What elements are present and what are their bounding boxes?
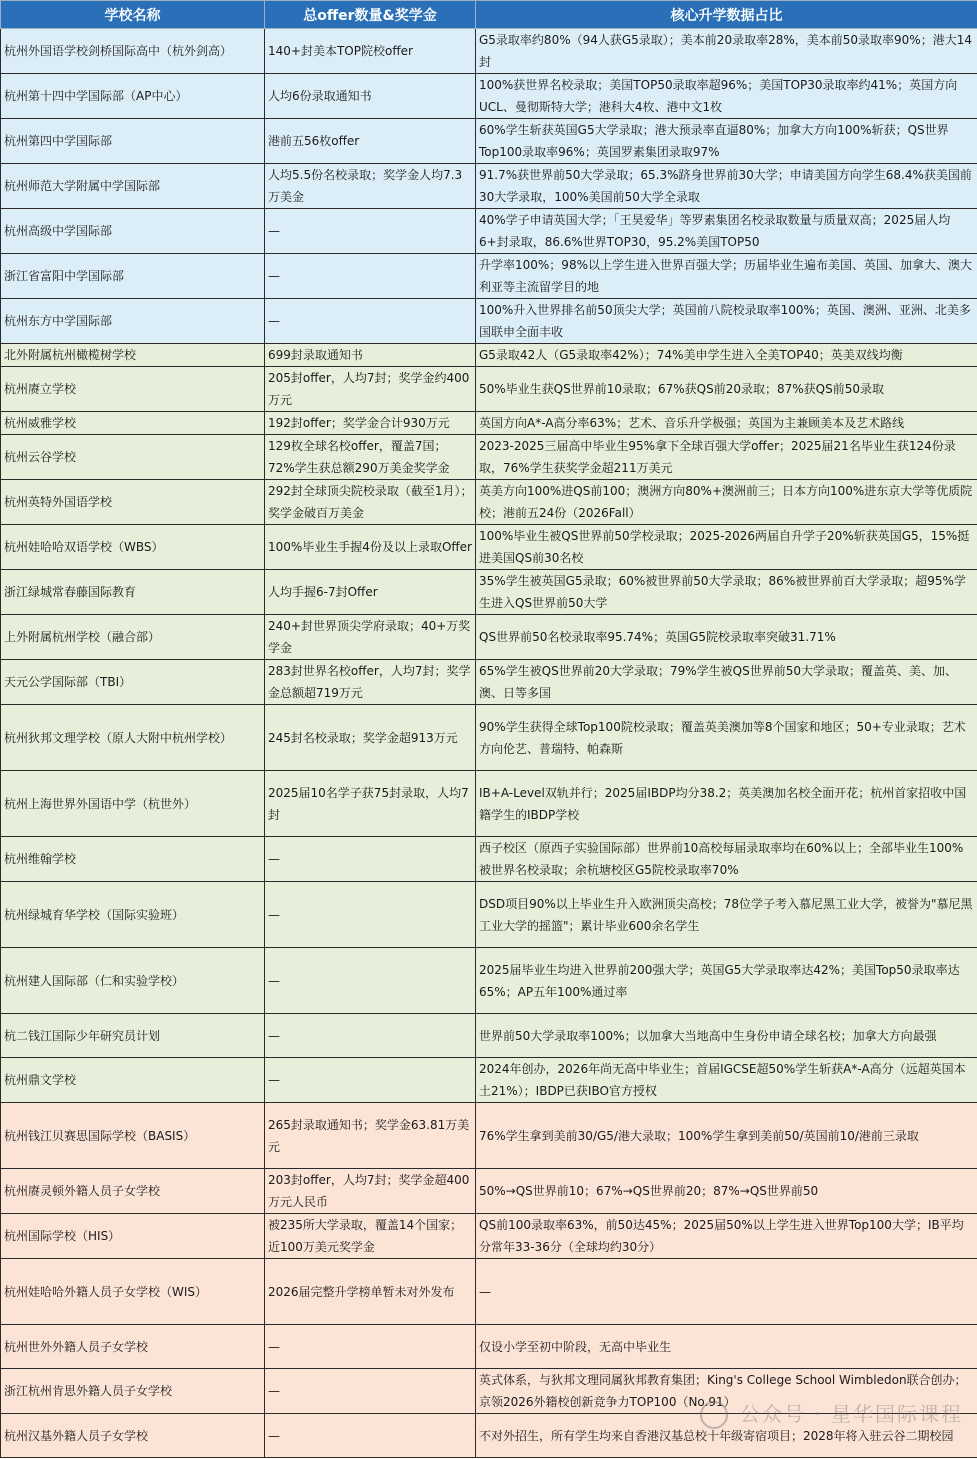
school-name-cell: 杭州建人国际部（仁和实验学校） <box>1 948 265 1014</box>
table-row <box>1 119 977 164</box>
header-admission-data: 核心升学数据占比 <box>476 1 977 29</box>
admission-data-cell: 2024年创办，2026年尚无高中毕业生；首届IGCSE超50%学生斩获A*-A高分（远超英国本土21%）；IBDP已获IBO官方授权 <box>476 1058 977 1103</box>
table-row <box>1 480 977 525</box>
offers-cell: 699封录取通知书 <box>265 344 476 367</box>
table-row <box>1 344 977 367</box>
offers-cell: 人均6份录取通知书 <box>265 74 476 119</box>
offers-cell: 245封名校录取；奖学金超913万元 <box>265 705 476 771</box>
school-name-cell: 杭州高级中学国际部 <box>1 209 265 254</box>
admission-data-cell: G5录取率约80%（94人获G5录取）；美本前20录取率28%，美本前50录取率90%；港大14封 <box>476 29 977 74</box>
admission-data-cell: 英美方向100%进QS前100；澳洲方向80%+澳洲前三；日本方向100%进东京大学等优质院校；港前五24份（2026Fall） <box>476 480 977 525</box>
school-name-cell: 杭州钱江贝赛思国际学校（BASIS） <box>1 1103 265 1169</box>
offers-cell: — <box>265 299 476 344</box>
table-row <box>1 435 977 480</box>
school-name-cell: 杭州东方中学国际部 <box>1 299 265 344</box>
offers-cell: 100%毕业生手握4份及以上录取Offer <box>265 525 476 570</box>
header-school-name: 学校名称 <box>1 1 265 29</box>
offers-cell: 港前五56枚offer <box>265 119 476 164</box>
admission-data-cell: 50%毕业生获QS世界前10录取；67%获QS前20录取；87%获QS前50录取 <box>476 367 977 412</box>
offers-cell: — <box>265 209 476 254</box>
offers-cell: — <box>265 254 476 299</box>
table-row <box>1 29 977 74</box>
admission-data-cell: 100%升入世界排名前50顶尖大学；英国前八院校录取率100%；英国、澳洲、亚洲、北美多国联申全面丰收 <box>476 299 977 344</box>
offers-cell: 人均手握6-7封Offer <box>265 570 476 615</box>
offers-cell: — <box>265 1058 476 1103</box>
table-row <box>1 705 977 771</box>
school-name-cell: 杭州维翰学校 <box>1 837 265 882</box>
school-name-cell: 杭州娃哈哈外籍人员子女学校（WIS） <box>1 1259 265 1325</box>
offers-cell: 2026届完整升学榜单暂未对外发布 <box>265 1259 476 1325</box>
table-row <box>1 367 977 412</box>
admission-data-cell: 65%学生被QS世界前20大学录取；79%学生被QS世界前50大学录取；覆盖英、美、加、澳、日等多国 <box>476 660 977 705</box>
school-name-cell: 杭州娃哈哈双语学校（WBS） <box>1 525 265 570</box>
table-row <box>1 837 977 882</box>
admission-data-cell: QS前100录取率63%，前50达45%；2025届50%以上学生进入世界Top100大学；IB平均分常年33-36分（全球均约30分） <box>476 1214 977 1259</box>
offers-cell: — <box>265 882 476 948</box>
offers-cell: 140+封美本TOP院校offer <box>265 29 476 74</box>
admission-data-cell: 91.7%获世界前50大学录取；65.3%跻身世界前30大学；申请美国方向学生68.4%获美国前30大学录取，100%美国前50大学全录取 <box>476 164 977 209</box>
offers-cell: — <box>265 1414 476 1458</box>
table-row <box>1 1325 977 1369</box>
admission-data-cell: 76%学生拿到美前30/G5/港大录取；100%学生拿到美前50/英国前10/港前三录取 <box>476 1103 977 1169</box>
table-row <box>1 1103 977 1169</box>
school-name-cell: 杭州世外外籍人员子女学校 <box>1 1325 265 1369</box>
table-row <box>1 1014 977 1058</box>
admission-data-cell: 英国方向A*-A高分率63%；艺术、音乐升学极强；英国为主兼顾美本及艺术路线 <box>476 412 977 435</box>
admission-data-cell: 60%学生斩获英国G5大学录取；港大预录率直逼80%；加拿大方向100%斩获；QS世界Top100录取率96%；英国罗素集团录取97% <box>476 119 977 164</box>
admission-data-cell: 升学率100%；98%以上学生进入世界百强大学；历届毕业生遍布美国、英国、加拿大、澳大利亚等主流留学目的地 <box>476 254 977 299</box>
admission-data-cell: 不对外招生，所有学生均来自香港汉基总校十年级寄宿项目；2028年将入驻云谷二期校园 <box>476 1414 977 1458</box>
table-row <box>1 209 977 254</box>
offers-cell: 192封offer；奖学金合计930万元 <box>265 412 476 435</box>
admission-data-cell: DSD项目90%以上毕业生升入欧洲顶尖高校；78位学子考入慕尼黑工业大学，被誉为"慕尼黑工业大学的摇篮"；累计毕业600余名学生 <box>476 882 977 948</box>
school-name-cell: 杭州英特外国语学校 <box>1 480 265 525</box>
school-name-cell: 杭州汉基外籍人员子女学校 <box>1 1414 265 1458</box>
admission-data-cell: 2025届毕业生均进入世界前200强大学；英国G5大学录取率达42%；美国Top50录取率达65%；AP五年100%通过率 <box>476 948 977 1014</box>
admission-data-cell: 西子校区（原西子实验国际部）世界前10高校每届录取率均在60%以上；全部毕业生100%被世界名校录取；余杭塘校区G5院校录取率70% <box>476 837 977 882</box>
admission-data-cell: 英式体系，与狄邦文理同属狄邦教育集团；King's College School Wimbledon联合创办；京领2026外籍校创新竞争力TOP100（No.91） <box>476 1369 977 1414</box>
offers-cell: 283封世界名校offer，人均7封；奖学金总额超719万元 <box>265 660 476 705</box>
school-name-cell: 杭州第四中学国际部 <box>1 119 265 164</box>
table-row <box>1 1169 977 1214</box>
table-header-row <box>1 1 977 29</box>
offers-cell: — <box>265 948 476 1014</box>
offers-cell: 人均5.5份名校录取；奖学金人均7.3万美金 <box>265 164 476 209</box>
table-row <box>1 74 977 119</box>
school-name-cell: 杭州第十四中学国际部（AP中心） <box>1 74 265 119</box>
admission-data-cell: 35%学生被英国G5录取；60%被世界前50大学录取；86%被世界前百大学录取；超95%学生进入QS世界前50大学 <box>476 570 977 615</box>
offers-cell: 203封offer，人均7封；奖学金超400万元人民币 <box>265 1169 476 1214</box>
table-row <box>1 570 977 615</box>
offers-cell: 292封全球顶尖院校录取（截至1月）；奖学金破百万美金 <box>265 480 476 525</box>
table-row <box>1 771 977 837</box>
school-name-cell: 上外附属杭州学校（融合部） <box>1 615 265 660</box>
offers-cell: 265封录取通知书；奖学金63.81万美元 <box>265 1103 476 1169</box>
table-row <box>1 948 977 1014</box>
admission-data-cell: 50%→QS世界前10；67%→QS世界前20；87%→QS世界前50 <box>476 1169 977 1214</box>
school-name-cell: 杭州狄邦文理学校（原人大附中杭州学校） <box>1 705 265 771</box>
school-name-cell: 天元公学国际部（TBI） <box>1 660 265 705</box>
table-row <box>1 1214 977 1259</box>
admission-data-cell: 100%毕业生被QS世界前50学校录取；2025-2026两届自升学子20%斩获英国G5，15%挺进美国QS前30名校 <box>476 525 977 570</box>
admission-data-cell: G5录取42人（G5录取率42%）；74%美申学生进入全美TOP40；英美双线均衡 <box>476 344 977 367</box>
school-name-cell: 浙江杭州肯思外籍人员子女学校 <box>1 1369 265 1414</box>
school-name-cell: 杭州上海世界外国语中学（杭世外） <box>1 771 265 837</box>
admission-data-cell: 2023-2025三届高中毕业生95%拿下全球百强大学offer；2025届21名毕业生获124份录取，76%学生获奖学金超211万美元 <box>476 435 977 480</box>
table-row <box>1 1414 977 1458</box>
table-row <box>1 1369 977 1414</box>
school-name-cell: 杭州国际学校（HIS） <box>1 1214 265 1259</box>
table-body <box>1 29 977 1458</box>
table-row <box>1 164 977 209</box>
admission-data-cell: QS世界前50名校录取率95.74%；英国G5院校录取率突破31.71% <box>476 615 977 660</box>
admission-data-cell: 100%获世界名校录取；美国TOP50录取率超96%；美国TOP30录取率约41%；英国方向UCL、曼彻斯特大学；港科大4枚、港中文1枚 <box>476 74 977 119</box>
table-row <box>1 1058 977 1103</box>
table-row <box>1 299 977 344</box>
offers-cell: — <box>265 837 476 882</box>
offers-cell: — <box>265 1325 476 1369</box>
table-row <box>1 525 977 570</box>
offers-cell: — <box>265 1369 476 1414</box>
header-offers-scholarship: 总offer数量&奖学金 <box>265 1 476 29</box>
offers-cell: 被235所大学录取，覆盖14个国家；近100万美元奖学金 <box>265 1214 476 1259</box>
table-row <box>1 615 977 660</box>
table-row <box>1 1259 977 1325</box>
school-name-cell: 杭州外国语学校剑桥国际高中（杭外剑高） <box>1 29 265 74</box>
admission-data-cell: — <box>476 1259 977 1325</box>
watermark-text: 公众号 · 星华国际课程 <box>739 1401 963 1426</box>
admission-data-cell: 40%学子申请英国大学；「王昊爱华」等罗素集团名校录取数量与质量双高；2025届人均6+封录取，86.6%世界TOP30，95.2%美国TOP50 <box>476 209 977 254</box>
admission-data-cell: IB+A-Level双轨并行；2025届IBDP均分38.2；英美澳加名校全面开花；杭州首家招收中国籍学生的IBDP学校 <box>476 771 977 837</box>
school-name-cell: 杭二钱江国际少年研究员计划 <box>1 1014 265 1058</box>
offers-cell: 240+封世界顶尖学府录取；40+万奖学金 <box>265 615 476 660</box>
table-row <box>1 412 977 435</box>
school-name-cell: 杭州威雅学校 <box>1 412 265 435</box>
school-name-cell: 杭州绿城育华学校（国际实验班） <box>1 882 265 948</box>
admission-data-cell: 90%学生获得全球Top100院校录取；覆盖英美澳加等8个国家和地区；50+专业录取；艺术方向伦艺、普瑞特、帕森斯 <box>476 705 977 771</box>
school-name-cell: 浙江绿城常春藤国际教育 <box>1 570 265 615</box>
school-name-cell: 杭州云谷学校 <box>1 435 265 480</box>
offers-cell: 129枚全球名校offer，覆盖7国；72%学生获总额290万美金奖学金 <box>265 435 476 480</box>
school-name-cell: 杭州师范大学附属中学国际部 <box>1 164 265 209</box>
table-row <box>1 660 977 705</box>
school-name-cell: 杭州赓灵顿外籍人员子女学校 <box>1 1169 265 1214</box>
school-name-cell: 浙江省富阳中学国际部 <box>1 254 265 299</box>
offers-cell: 2025届10名学子获75封录取，人均7封 <box>265 771 476 837</box>
table-row <box>1 254 977 299</box>
school-name-cell: 杭州赓立学校 <box>1 367 265 412</box>
offers-cell: — <box>265 1014 476 1058</box>
offers-cell: 205封offer，人均7封；奖学金约400万元 <box>265 367 476 412</box>
school-name-cell: 北外附属杭州橄榄树学校 <box>1 344 265 367</box>
school-name-cell: 杭州鼎文学校 <box>1 1058 265 1103</box>
admission-data-cell: 世界前50大学录取率100%；以加拿大当地高中生身份申请全球名校；加拿大方向最强 <box>476 1014 977 1058</box>
table-row <box>1 882 977 948</box>
admission-data-cell: 仅设小学至初中阶段，无高中毕业生 <box>476 1325 977 1369</box>
